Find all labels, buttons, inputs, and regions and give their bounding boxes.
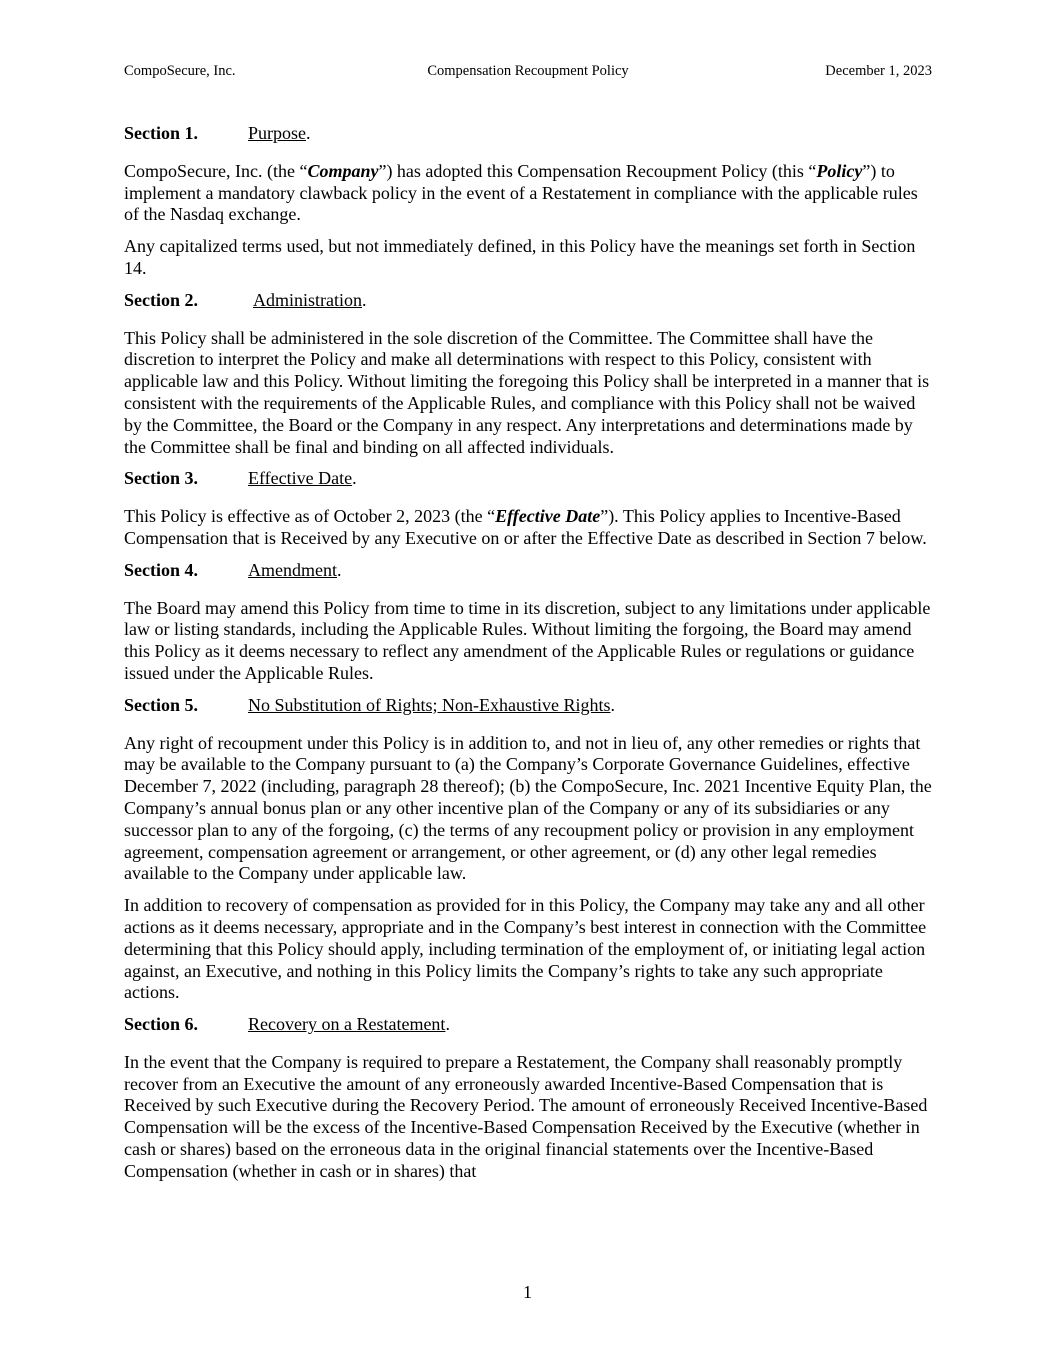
section-title: Purpose [248,123,306,143]
section-title: Amendment [248,559,337,580]
defined-term: Effective Date [495,506,601,527]
section-5-heading: Section 5. No Substitution of Rights; Non-Exhaustive Rights. [124,694,616,715]
page-number: 1 [523,1282,532,1302]
section-number: Section 6. [124,1014,198,1035]
section-number: Section 1. [124,123,198,143]
section-title: Effective Date [248,468,353,489]
section-number: Section 3. [124,468,198,489]
header-company: CompoSecure, Inc. [124,63,236,79]
section-4-paragraph: The Board may amend this Policy from time to time in its discretion, subject to any limitations under applicable law or listing standards, including the Applicable Rules. Without limiting the forgoing, the Board may amend this Policy as it deems necessary to reflect any amendment of the Applicable Rules or regulations or guidance issued under the Applicable Rules. [124,597,931,683]
section-6-heading: Section 6. Recovery on a Restatement. [124,1014,450,1035]
document-body [124,123,934,1193]
header-date: December 1, 2023 [825,63,932,79]
header-title: Compensation Recoupment Policy [427,63,629,79]
section-5-paragraph: In addition to recovery of compensation as provided for in this Policy, the Company may take any and all other actions as it deems necessary, appropriate and in the Company’s best interest in connection with the Committee determining that this Policy should apply, including termination of the employment of, or initiating legal action against, an Executive, and nothing in this Policy limits the Company’s rights to take any such appropriate actions. [124,895,927,1003]
section-2-heading: Section 2. Administration. [124,289,367,310]
section-3-heading: Section 3. Effective Date. [124,468,357,489]
section-3-paragraph: This Policy is effective as of October 2, 2023 (the “Effective Date”). This Policy applies to Incentive-Based Compensation that is Received by any Executive on or after the Effective Date as described in Section 7 below. [124,506,927,548]
section-title: Recovery on a Restatement [248,1014,446,1035]
section-6-paragraph: In the event that the Company is required to prepare a Restatement, the Company shall reasonably promptly recover from an Executive the amount of any erroneously awarded Incentive-Based Compensation that is Received by such Executive during the Recovery Period. The amount of erroneously Received Incentive-Based Compensation will be the excess of the Incentive-Based Compensation Received by the Executive (whether in cash or shares) based on the erroneous data in the original financial statements over the Incentive-Based Compensation (whether in cash or in shares) that [124,1051,928,1181]
section-title: Administration [253,289,362,310]
section-2-paragraph: This Policy shall be administered in the sole discretion of the Committee. The Committee shall have the discretion to interpret the Policy and make all determinations with respect to this Policy, consistent with applicable law and this Policy. Without limiting the foregoing this Policy shall be interpreted in a manner that is consistent with the requirements of the Applicable Rules, and compliance with this Policy shall not be waived by the Committee, the Board or the Company in any respect. Any interpretations and determinations made by the Committee shall be final and binding on all affected individuals. [124,327,930,457]
section-5-paragraph: Any right of recoupment under this Policy is in addition to, and not in lieu of, any other remedies or rights that may be available to the Company pursuant to (a) the Company’s Corporate Governance Guidelines, effective December 7, 2022 (including, paragraph 28 thereof); (b) the CompoSecure, Inc. 2021 Incentive Equity Plan, the Company’s annual bonus plan or any other incentive plan of the Company or any of its subsidiaries or any successor plan to any of the forgoing, (c) the terms of any recoupment policy or provision in any employment agreement, compensation agreement or arrangement, or other agreement, or (d) any other legal remedies available to the Company under applicable law. [124,732,932,884]
section-number: Section 4. [124,559,198,580]
section-number: Section 5. [124,694,198,715]
section-title: No Substitution of Rights; Non-Exhaustive Rights [248,694,611,715]
section-4-heading: Section 4. Amendment. [124,559,342,580]
section-1-paragraph: CompoSecure, Inc. (the “Company”) has adopted this Compensation Recoupment Policy (this “Policy”) to implement a mandatory clawback policy in the event of a Restatement in compliance with the applicable rules of the Nasdaq exchange. [124,160,918,225]
section-1-paragraph: Any capitalized terms used, but not immediately defined, in this Policy have the meanings set forth in Section 14. [124,236,916,278]
section-1-heading: Section 1. Purpose. [124,123,311,143]
defined-term: Policy [816,160,863,181]
section-number: Section 2. [124,289,198,310]
defined-term: Company [307,160,379,181]
